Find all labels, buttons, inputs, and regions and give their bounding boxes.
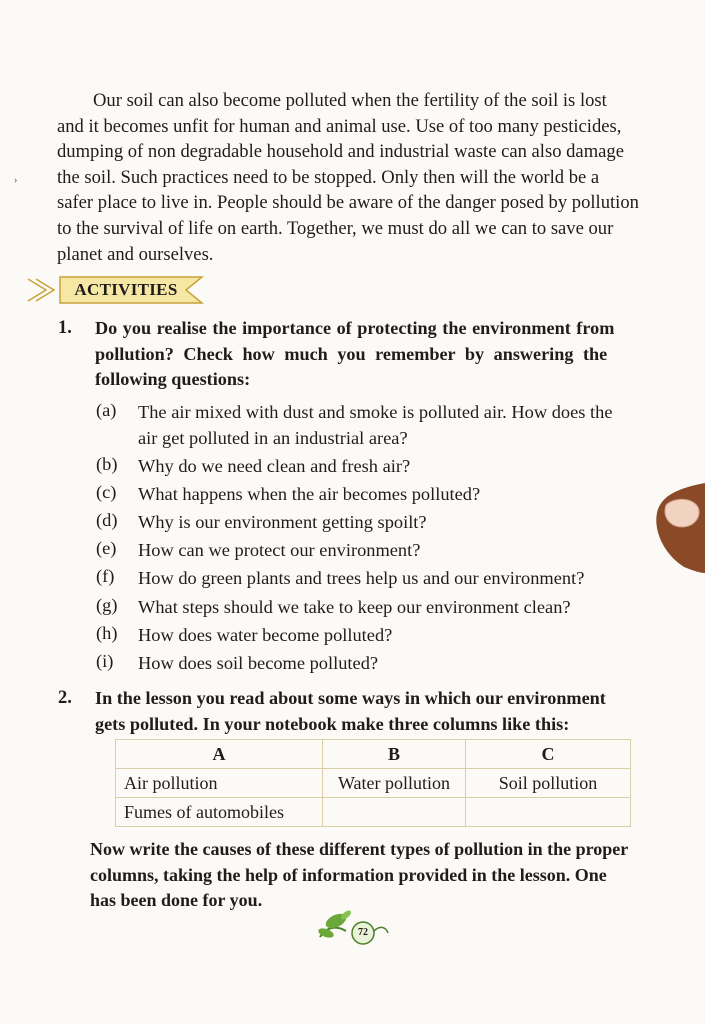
paragraph-line: dumping of non degradable household and industrial waste can also damage — [57, 141, 624, 163]
table-cell: Soil pollution — [466, 769, 631, 798]
question-1-text — [95, 316, 655, 393]
question-line: pollution? Check how much you remember by answering the — [95, 343, 608, 364]
subquestion-letter: (a) — [96, 400, 117, 420]
paragraph-line: the soil. Such practices need to be stopped. Only then will the world be a — [57, 166, 600, 188]
question-line: gets polluted. In your notebook make three columns like this: — [95, 713, 570, 734]
table-header: A — [116, 740, 323, 769]
table-cell: Air pollution — [116, 769, 323, 798]
table-cell — [466, 798, 631, 827]
subquestion-letter: (i) — [96, 651, 114, 671]
table-header-row — [116, 740, 631, 769]
instruction-line: Now write the causes of these different types of pollution in the proper — [90, 839, 629, 859]
table-cell — [323, 798, 466, 827]
table-row — [116, 798, 631, 827]
activities-heading: ACTIVITIES — [74, 280, 178, 299]
subquestion-text: How do green plants and trees help us and our environment? — [138, 568, 585, 588]
table-cell: Fumes of automobiles — [116, 798, 323, 827]
margin-mark: › — [14, 175, 18, 186]
question-number: 1. — [58, 318, 72, 338]
subquestion-text: Why is our environment getting spoilt? — [138, 512, 427, 532]
question-line: Do you realise the importance of protecting the environment from — [95, 318, 615, 338]
subquestion-text: How can we protect our environment? — [138, 540, 421, 560]
page-number-ornament — [316, 907, 392, 953]
question-line: following questions: — [95, 369, 251, 389]
table-cell: Water pollution — [323, 769, 466, 798]
subquestion-letter: (g) — [96, 595, 118, 615]
subquestion-letter: (e) — [96, 538, 117, 558]
thumb-image — [654, 483, 705, 573]
subquestion-text: How does water become polluted? — [138, 625, 393, 645]
table-header: C — [466, 740, 631, 769]
paragraph-line: and it becomes unfit for human and animal use. Use of too many pesticides, — [57, 115, 622, 137]
subquestion-letter: (f) — [96, 566, 115, 586]
subquestion-letter: (h) — [96, 623, 118, 643]
question-line: In the lesson you read about some ways in which our environment — [95, 688, 606, 708]
activities-banner — [26, 273, 206, 307]
subquestion-letter: (b) — [96, 454, 118, 474]
subquestion-text: How does soil become polluted? — [138, 653, 379, 673]
table-header: B — [323, 740, 466, 769]
subquestion-text: Why do we need clean and fresh air? — [138, 456, 411, 476]
closing-instruction — [90, 837, 656, 914]
subquestion-letter: (d) — [96, 510, 118, 530]
question-number: 2. — [58, 688, 72, 708]
intro-paragraph — [57, 88, 653, 267]
subquestion-text: The air mixed with dust and smoke is polluted air. How does the — [138, 402, 613, 422]
paragraph-line: planet and ourselves. — [57, 243, 214, 265]
pollution-columns-table — [115, 739, 631, 827]
subquestion-text: What steps should we take to keep our environment clean? — [138, 597, 571, 617]
page-number: 72 — [358, 927, 368, 938]
instruction-line: has been done for you. — [90, 890, 263, 910]
subquestion-letter: (c) — [96, 482, 117, 502]
paragraph-line: safer place to live in. People should be aware of the danger posed by pollution — [57, 192, 639, 214]
paragraph-line: to the survival of life on earth. Together, we must do all we can to save our — [57, 217, 614, 239]
question-2-text — [95, 686, 655, 737]
instruction-line: columns, taking the help of information provided in the lesson. One — [90, 864, 607, 885]
subquestion-text: What happens when the air becomes polluted? — [138, 484, 481, 504]
table-row — [116, 769, 631, 798]
paragraph-line: Our soil can also become polluted when the fertility of the soil is lost — [93, 90, 607, 111]
subquestion-text: air get polluted in an industrial area? — [138, 428, 408, 448]
